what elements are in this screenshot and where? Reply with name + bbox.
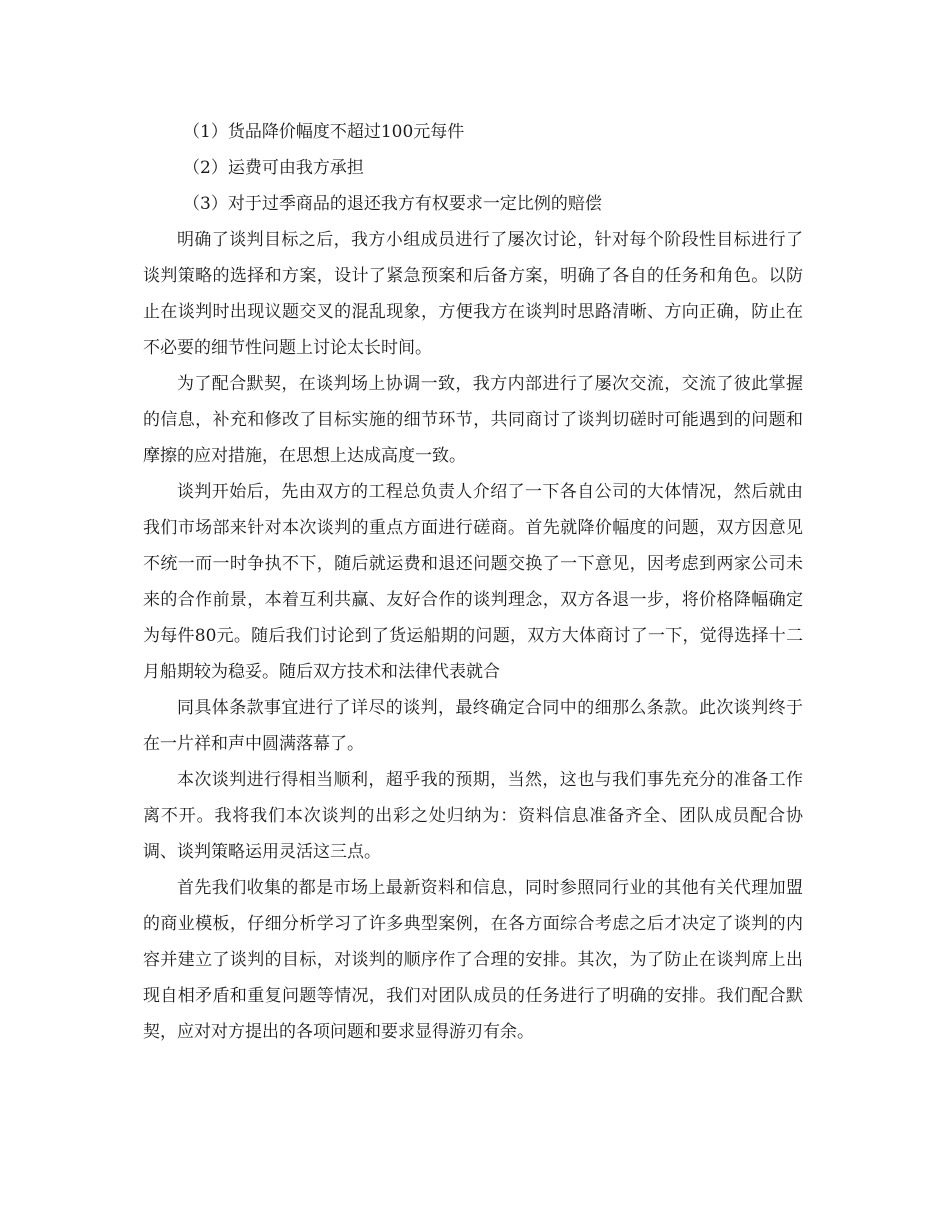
list-item-1: （1）货品降价幅度不超过100元每件 [183,122,465,142]
paragraph-6: 首先我们收集的都是市场上最新资料和信息，同时参照同行业的其他有关代理加盟的商业模板，仔细分析学习了许多典型案例，在各方面综合考虑之后才决定了谈判的内容并建立了谈判的目标，对谈判的顺序作了合理的安排。其次，为了防止在谈判席上出现自相矛盾和重复问题等情况，我们对团队成员的任务进行了明确的安排。我们配合默契，应对对方提出的各项问题和要求显得游刃有余。 [143,878,803,1042]
paragraph-3: 谈判开始后，先由双方的工程总负责人介绍了一下各自公司的大体情况，然后就由我们市场部来针对本次谈判的重点方面进行磋商。首先就降价幅度的问题，双方因意见不统一而一时争执不下，随后就运费和退还问题交换了一下意见，因考虑到两家公司未来的合作前景，本着互利共赢、友好合作的谈判理念，双方各退一步，将价格降幅确定为每件80元。随后我们讨论到了货运船期的问题，双方大体商讨了一下，觉得选择十二月船期较为稳妥。随后双方技术和法律代表就合 [143,482,803,682]
list-item-2: （2）运费可由我方承担 [183,158,364,178]
document-body [143,114,803,1050]
paragraph-5: 本次谈判进行得相当顺利，超乎我的预期，当然，这也与我们事先充分的准备工作离不开。我将我们本次谈判的出彩之处归纳为：资料信息准备齐全、团队成员配合协调、谈判策略运用灵活这三点。 [143,770,803,862]
paragraph-4: 同具体条款事宜进行了详尽的谈判，最终确定合同中的细那么条款。此次谈判终于在一片祥和声中圆满落幕了。 [143,698,803,754]
paragraph-2: 为了配合默契，在谈判场上协调一致，我方内部进行了屡次交流，交流了彼此掌握的信息，补充和修改了目标实施的细节环节，共同商讨了谈判切磋时可能遇到的问题和摩擦的应对措施，在思想上达成高度一致。 [143,374,803,466]
paragraph-1: 明确了谈判目标之后，我方小组成员进行了屡次讨论，针对每个阶段性目标进行了谈判策略的选择和方案，设计了紧急预案和后备方案，明确了各自的任务和角色。以防止在谈判时出现议题交叉的混乱现象，方便我方在谈判时思路清晰、方向正确，防止在不必要的细节性问题上讨论太长时间。 [143,230,803,358]
list-item-3: （3）对于过季商品的退还我方有权要求一定比例的赔偿 [183,194,602,214]
